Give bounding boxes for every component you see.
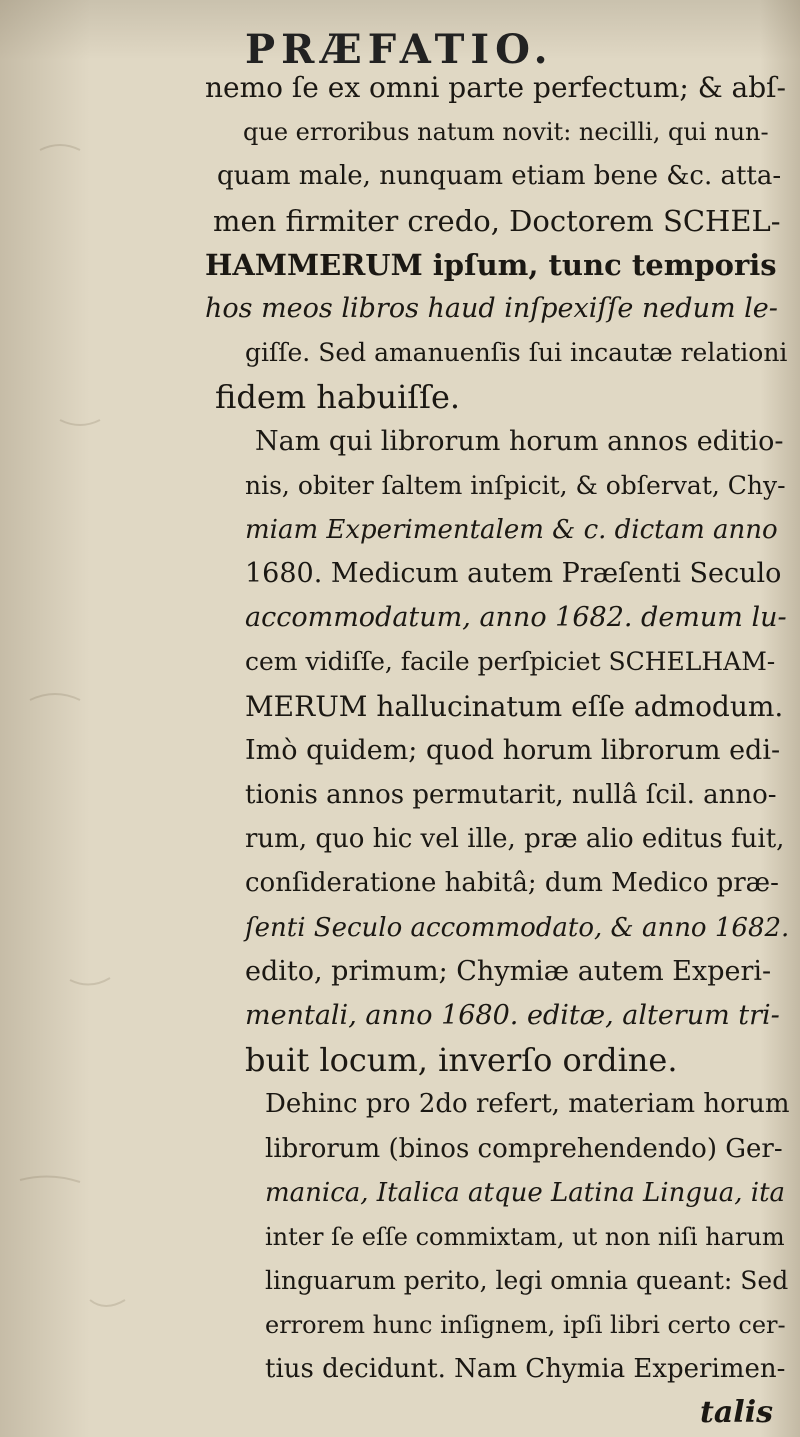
text-line: edito, primum; Chymiæ autem Experi- <box>245 955 772 987</box>
text-line: tius decidunt. Nam Chymia Experimen- <box>265 1354 786 1385</box>
text-line: que erroribus natum novit: necilli, qui nun- <box>243 118 769 147</box>
text-line: ſenti Seculo accommodato, & anno 1682. <box>245 912 790 943</box>
text-line: Imò quidem; quod horum librorum edi- <box>245 734 781 766</box>
text-line: errorem hunc inſignem, ipſi libri certo cer- <box>265 1311 786 1340</box>
text-line: buit locum, inverſo ordine. <box>245 1041 678 1080</box>
body-text <box>205 66 790 1392</box>
text-line: librorum (binos comprehendendo) Ger- <box>265 1133 783 1164</box>
bleed-through-texture <box>0 0 180 1437</box>
text-line: manica, Italica atque Latina Lingua, ita <box>265 1177 786 1208</box>
text-line: fidem habuiſſe. <box>215 378 461 417</box>
text-line: accommodatum, anno 1682. demum lu- <box>245 602 787 634</box>
text-line: Dehinc pro 2do refert, materiam horum <box>265 1089 790 1120</box>
text-line: hos meos libros haud inſpexiſſe nedum le- <box>205 292 778 324</box>
text-line: mentali, anno 1680. editæ, alterum tri- <box>245 999 780 1031</box>
text-line: cem vidiſſe, facile perſpiciet SCHELHAM- <box>245 647 776 677</box>
text-line: inter ſe eſſe commixtam, ut non niſi harum <box>265 1222 785 1251</box>
text-line: conſideratione habitâ; dum Medico præ- <box>245 868 779 899</box>
page-header: PRÆFATIO. <box>245 26 554 73</box>
text-line: MERUM hallucinatum eſſe admodum. <box>245 689 784 723</box>
text-line: Nam qui librorum horum annos editio- <box>255 425 784 457</box>
text-line: nis, obiter ſaltem inſpicit, & obſervat, Chy- <box>245 470 786 500</box>
text-line: men firmiter credo, Doctorem SCHEL- <box>213 203 781 238</box>
text-line: quam male, nunquam etiam bene &c. atta- <box>217 161 782 192</box>
text-line: HAMMERUM ipſum, tunc temporis <box>205 247 777 282</box>
text-line: rum, quo hic vel ille, præ alio editus fuit, <box>245 824 785 855</box>
text-line: tionis annos permutarit, nullâ ſcil. anno- <box>245 780 777 810</box>
catchword: talis <box>700 1395 773 1430</box>
text-line: 1680. Medicum autem Præſenti Seculo <box>245 558 782 590</box>
text-line: miam Experimentalem & c. dictam anno <box>245 514 778 545</box>
text-line: nemo ſe ex omni parte perfectum; & abſ- <box>205 71 786 104</box>
text-line: giſſe. Sed amanuenſis ſui incautæ relationi <box>245 338 788 368</box>
text-line: linguarum perito, legi omnia queant: Sed <box>265 1266 789 1296</box>
